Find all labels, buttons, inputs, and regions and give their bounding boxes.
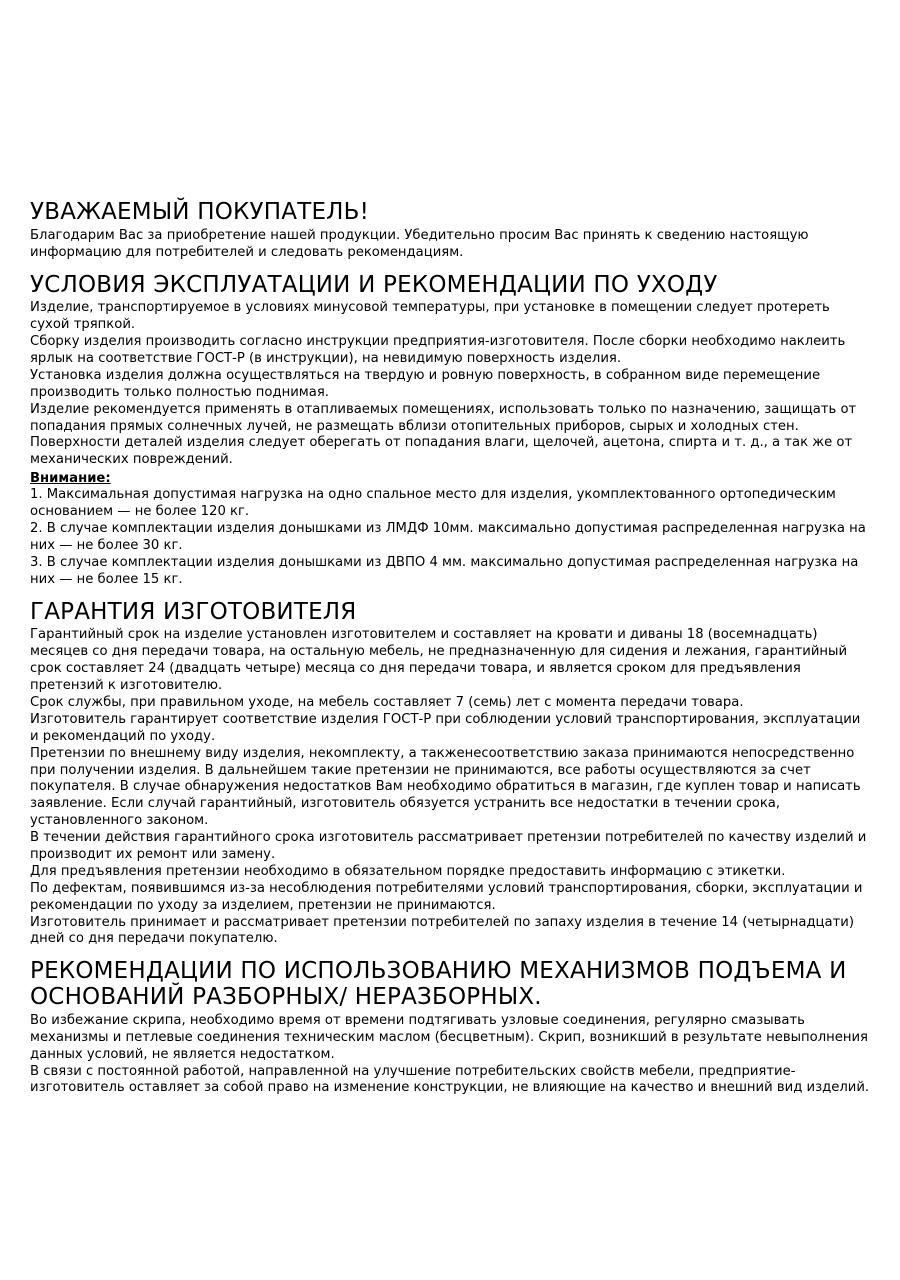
- section-mechanisms: [30, 959, 870, 1097]
- paragraph: Установка изделия должна осуществляться на твердую и ровную поверхность, в собранном виде перемещение производить только полностью поднимая.: [30, 367, 821, 400]
- paragraph: Срок службы, при правильном уходе, на мебель составляет 7 (семь) лет с момента передачи товара.: [30, 695, 744, 710]
- paragraph: Гарантийный срок на изделие установлен изготовителем и составляет на кровати и диваны 18 (восемнадцать) месяцев со дня передачи товара, на остальную мебель, не предназначенную для сидения и лежания, гарантийный срок составляет 24 (двадцать четыре) месяца со дня передачи товара, и является сроком для предъявления претензий к изготовителю.: [30, 627, 848, 694]
- section-warranty: [30, 600, 870, 949]
- paragraph: Претензии по внешнему виду изделия, некомплекту, а такженесоответствию заказа принимаются непосредственно при получении изделия. В дальнейшем такие претензии не принимаются, все работы осуществляются за счет покупателя. В случае обнаружения недостатков Вам необходимо обратиться в магазин, где куплен товар и написать заявление. Если случай гарантийный, изготовитель обязуется устранить все недостатки в течении срока, установленного законом.: [30, 745, 861, 829]
- paragraph: В течении действия гарантийного срока изготовитель рассматривает претензии потребителей по качеству изделий и производит их ремонт или замену.: [30, 830, 867, 863]
- paragraph: Сборку изделия производить согласно инструкции предприятия-изготовителя. После сборки необходимо наклеить ярлык на соответствие ГОСТ-Р (в инструкции), на невидимую поверхность изделия.: [30, 334, 846, 366]
- paragraph: В связи с постоянной работой, направленной на улучшение потребительских свойств мебели, предприятие-изготовитель оставляет за собой право на изменение конструкции, не влияющие на качество и внешний вид изделий.: [30, 1063, 870, 1096]
- attention-label: Внимание:: [30, 471, 111, 487]
- section-operation-conditions: [30, 273, 870, 589]
- paragraph: Изготовитель гарантирует соответствие изделия ГОСТ-Р при соблюдении условий транспортирования, эксплуатации и рекомендаций по уходу.: [30, 711, 861, 744]
- document-body: [30, 200, 870, 1097]
- section-title-greeting: УВАЖАЕМЫЙ ПОКУПАТЕЛЬ!: [30, 199, 370, 225]
- paragraph: По дефектам, появившимся из-за несоблюдения потребителями условий транспортирования, сборки, эксплуатации и рекомендации по уходу за изделием, претензии не принимаются.: [30, 880, 863, 913]
- list-item: 1. Максимальная допустимая нагрузка на одно спальное место для изделия, укомплектованного ортопедическим основанием — не более 120 кг.: [30, 487, 836, 520]
- section-title-operation-conditions: УСЛОВИЯ ЭКСПЛУАТАЦИИ И РЕКОМЕНДАЦИИ ПО УХОДУ: [30, 271, 718, 298]
- paragraph: Для предъявления претензии необходимо в обязательном порядке предоставить информацию с этикетки.: [30, 863, 786, 879]
- paragraph: Благодарим Вас за приобретение нашей продукции. Убедительно просим Вас принять к сведению настоящую информацию для потребителей и следовать рекомендациям.: [30, 227, 809, 260]
- section-title-warranty: ГАРАНТИЯ ИЗГОТОВИТЕЛЯ: [30, 598, 357, 625]
- list-item: 2. В случае комплектации изделия донышками из ЛМДФ 10мм. максимально допустимая распределенная нагрузка на них — не более 30 кг.: [30, 521, 866, 554]
- paragraph: Во избежание скрипа, необходимо время от времени подтягивать узловые соединения, регулярно смазывать механизмы и петлевые соединения техническим маслом (бесцветным). Скрип, возникший в результате невыполнения данных условий, не является недостатком.: [30, 1012, 868, 1062]
- list-item: 3. В случае комплектации изделия донышками из ДВПО 4 мм. максимально допустимая распределенная нагрузка на них — не более 15 кг.: [30, 554, 859, 587]
- paragraph: Изготовитель принимает и рассматривает претензии потребителей по запаху изделия в течение 14 (четырнадцати) дней со дня передачи покупателю.: [30, 914, 855, 947]
- paragraph: Изделие рекомендуется применять в отапливаемых помещениях, использовать только по назначению, защищать от попадания прямых солнечных лучей, не размещать вблизи отопительных приборов, сырых и холодных стен.: [30, 401, 857, 434]
- section-greeting: [30, 200, 870, 262]
- numbered-list: [30, 487, 870, 588]
- paragraph: Поверхности деталей изделия следует оберегать от попадания влаги, щелочей, ацетона, спирта и т. д., а так же от механических повреждений.: [30, 435, 853, 468]
- paragraph: Изделие, транспортируемое в условиях минусовой температуры, при установке в помещении следует протереть сухой тряпкой.: [30, 300, 830, 333]
- section-title-mechanisms: РЕКОМЕНДАЦИИ ПО ИСПОЛЬЗОВАНИЮ МЕХАНИЗМОВ ПОДЪЕМА И ОСНОВАНИЙ РАЗБОРНЫХ/ НЕРАЗБОРНЫХ.: [30, 958, 847, 1011]
